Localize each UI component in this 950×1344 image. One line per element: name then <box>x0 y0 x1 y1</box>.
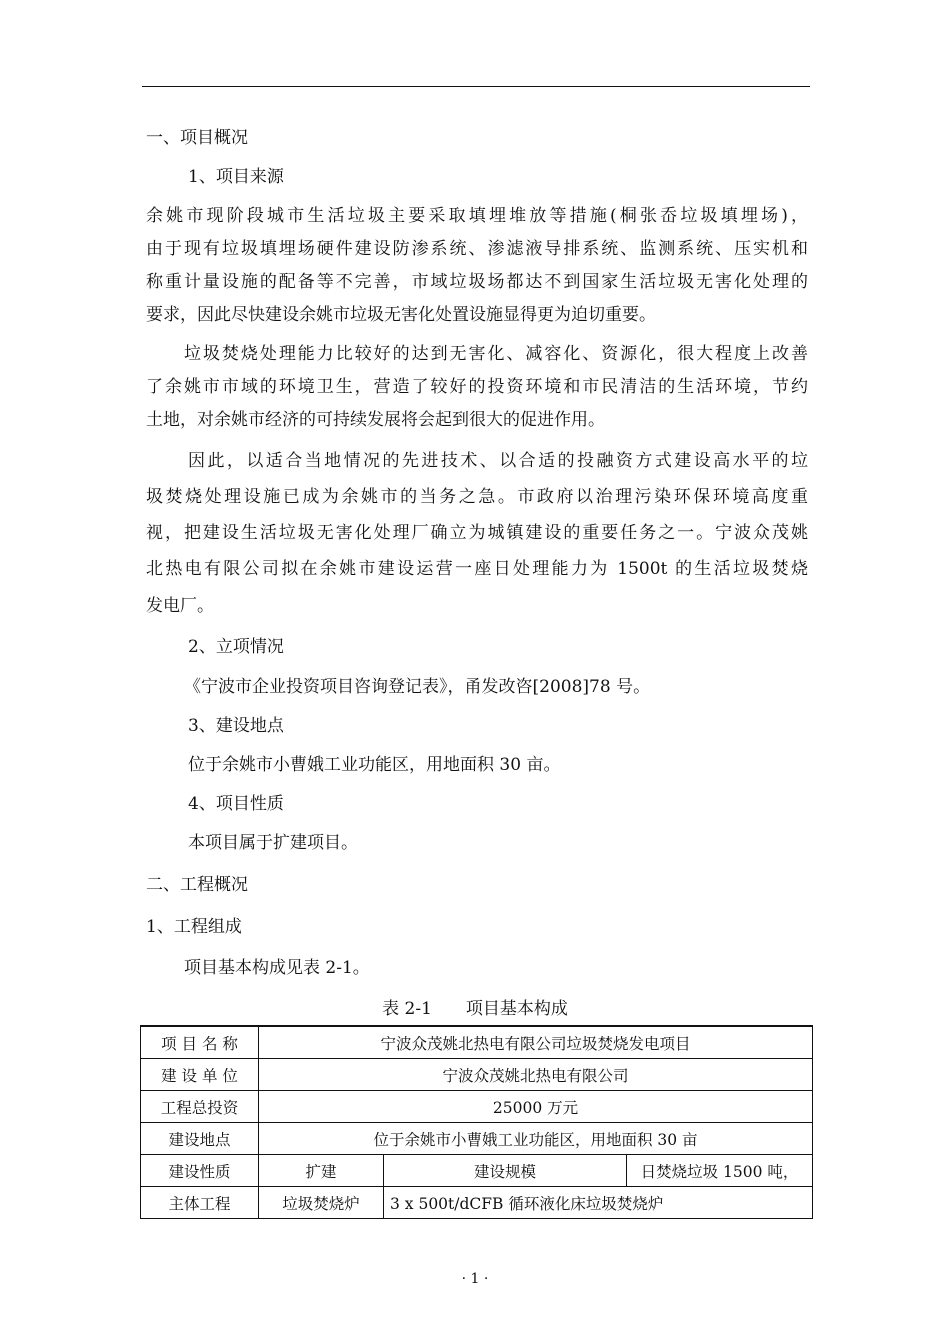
paragraph-line: 垃圾焚烧处理能力比较好的达到无害化、减容化、资源化，很大程度上改善 <box>184 344 808 364</box>
table-row <box>141 1187 813 1219</box>
header-rule <box>142 86 810 87</box>
table-value-cell: 扩建 <box>259 1155 384 1187</box>
table-row <box>141 1091 813 1123</box>
location-text: 位于余姚市小曹娥工业功能区，用地面积 30 亩。 <box>188 755 561 775</box>
table-row <box>141 1155 813 1187</box>
sub-heading-composition: 1、工程组成 <box>146 917 242 937</box>
sub-heading-nature: 4、项目性质 <box>188 794 284 814</box>
table-label-cell: 工程总投资 <box>141 1091 259 1123</box>
table-value-cell: 宁波众茂姚北热电有限公司 <box>259 1059 813 1091</box>
sub-heading-approval: 2、立项情况 <box>188 637 284 657</box>
table-row <box>141 1059 813 1091</box>
paragraph-line: 发电厂。 <box>146 596 214 616</box>
paragraph-line: 由于现有垃圾填埋场硬件建设防渗系统、渗滤液导排系统、监测系统、压实机和 <box>146 239 808 259</box>
nature-text: 本项目属于扩建项目。 <box>188 833 358 853</box>
table-value-cell: 位于余姚市小曹娥工业功能区，用地面积 30 亩 <box>259 1123 813 1155</box>
table-caption: 表 2-1 项目基本构成 <box>382 999 568 1019</box>
project-composition-table <box>140 1025 813 1219</box>
paragraph-line: 土地，对余姚市经济的可持续发展将会起到很大的促进作用。 <box>146 410 605 430</box>
table-value-cell: 日焚烧垃圾 1500 吨， <box>627 1155 813 1187</box>
paragraph-line: 因此，以适合当地情况的先进技术、以合适的投融资方式建设高水平的垃 <box>188 451 808 471</box>
approval-text: 《宁波市企业投资项目咨询登记表》，甬发改咨[2008]78 号。 <box>184 677 651 697</box>
sub-heading-location: 3、建设地点 <box>188 716 284 736</box>
table-row <box>141 1123 813 1155</box>
paragraph-line: 了余姚市市域的环境卫生，营造了较好的投资环境和市民清洁的生活环境，节约 <box>146 377 808 397</box>
paragraph-line: 北热电有限公司拟在余姚市建设运营一座日处理能力为 1500t 的生活垃圾焚烧 <box>146 559 808 579</box>
section-heading-2: 二、工程概况 <box>146 875 248 895</box>
table-label-cell: 建 设 单 位 <box>141 1059 259 1091</box>
section-heading-1: 一、项目概况 <box>146 128 248 148</box>
table-value-cell: 宁波众茂姚北热电有限公司垃圾焚烧发电项目 <box>259 1026 813 1059</box>
composition-text: 项目基本构成见表 2-1。 <box>184 958 370 978</box>
table-label-cell: 主体工程 <box>141 1187 259 1219</box>
paragraph-line: 称重计量设施的配备等不完善，市域垃圾场都达不到国家生活垃圾无害化处理的 <box>146 272 808 292</box>
page-number: · 1 · <box>461 1271 489 1287</box>
paragraph-line: 圾焚烧处理设施已成为余姚市的当务之急。市政府以治理污染环保环境高度重 <box>146 487 808 507</box>
table-label-cell: 建设地点 <box>141 1123 259 1155</box>
paragraph-line: 余姚市现阶段城市生活垃圾主要采取填埋堆放等措施(桐张岙垃圾填埋场)， <box>146 206 808 226</box>
table-value-cell: 25000 万元 <box>259 1091 813 1123</box>
table-label-cell: 项 目 名 称 <box>141 1026 259 1059</box>
table-value-cell: 3 x 500t/dCFB 循环液化床垃圾焚烧炉 <box>384 1187 813 1219</box>
table-row <box>141 1026 813 1059</box>
table-item-cell: 垃圾焚烧炉 <box>259 1187 384 1219</box>
table-label-cell: 建设规模 <box>384 1155 627 1187</box>
paragraph-line: 视，把建设生活垃圾无害化处理厂确立为城镇建设的重要任务之一。宁波众茂姚 <box>146 523 808 543</box>
paragraph-line: 要求，因此尽快建设余姚市垃圾无害化处置设施显得更为迫切重要。 <box>146 305 656 325</box>
table-label-cell: 建设性质 <box>141 1155 259 1187</box>
sub-heading-project-source: 1、项目来源 <box>188 167 284 187</box>
